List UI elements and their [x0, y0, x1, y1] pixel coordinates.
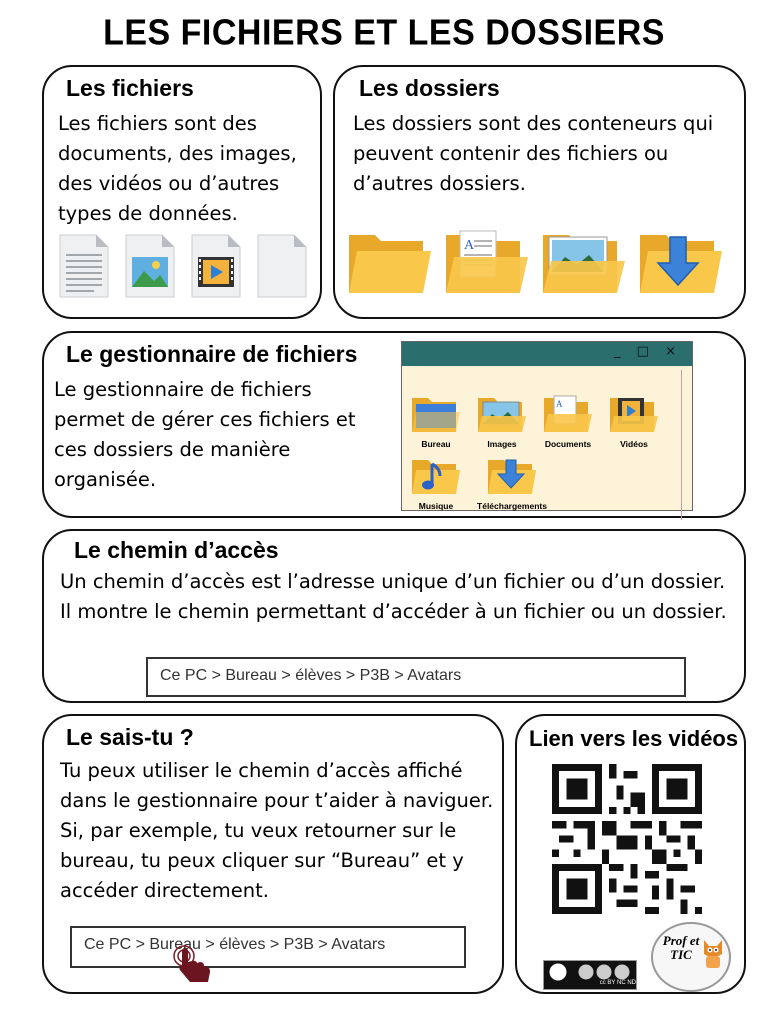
video-file-icon	[190, 233, 242, 299]
files-text: Les fichiers sont des documents, des images, des vidéos ou d’autres types de données.	[58, 112, 297, 225]
downloads-folder-icon	[486, 456, 538, 496]
logo-text: Prof et TIC	[662, 933, 700, 962]
cc-license-badge[interactable]	[543, 960, 637, 990]
fm-item-label: Téléchargements	[477, 501, 547, 511]
page-title: LES FICHIERS ET LES DOSSIERS	[103, 13, 665, 53]
image-file-icon	[124, 233, 176, 299]
tip-text: Tu peux utiliser le chemin d’accès affiché dans le gestionnaire pour t’aider à naviguer. Si, par exemple, tu veux retourner sur le bureau, tu peux cliquer sur “Bureau” et y accéder directement.	[60, 759, 494, 902]
svg-text:A: A	[464, 238, 475, 253]
file-manager-section	[42, 331, 746, 518]
window-controls[interactable]: _ □ ×	[614, 344, 682, 359]
fm-item-label: Images	[487, 439, 517, 449]
fm-item-label: Bureau	[421, 439, 451, 449]
tip-heading: Le sais-tu ?	[66, 724, 194, 750]
files-heading: Les fichiers	[66, 75, 194, 101]
path-section	[42, 529, 746, 703]
fm-item-musique[interactable]	[404, 456, 468, 511]
documents-folder-icon	[442, 227, 530, 297]
downloads-folder-icon	[636, 227, 724, 297]
blank-file-icon	[256, 233, 308, 299]
path-bar[interactable]: Ce PC > Bureau > élèves > P3B > Avatars	[146, 657, 686, 697]
empty-folder-icon	[345, 227, 433, 297]
file-manager-window	[401, 341, 693, 511]
fm-item-label: Musique	[418, 501, 454, 511]
path-text: Un chemin d’accès est l’adresse unique d’un fichier ou d’un dossier. Il montre le chemin permettant d’accéder à un fichier ou un dossier.	[60, 570, 727, 623]
text-document-icon	[58, 233, 110, 299]
videos-section	[515, 714, 746, 994]
images-folder-icon	[539, 227, 627, 297]
files-section	[42, 65, 322, 319]
license-text: cc BY NC ND	[599, 980, 636, 986]
cat-mascot-icon	[701, 936, 725, 970]
fm-item-bureau[interactable]	[404, 394, 468, 449]
documents-folder-icon	[542, 394, 594, 434]
file-manager-heading: Le gestionnaire de fichiers	[66, 341, 358, 367]
music-folder-icon	[410, 456, 462, 496]
qr-code-icon[interactable]	[547, 764, 707, 914]
prof-et-tic-logo	[651, 922, 731, 992]
images-folder-icon	[476, 394, 528, 434]
fm-item-label: Vidéos	[620, 439, 648, 449]
folders-heading: Les dossiers	[359, 75, 500, 101]
pointer-hand-icon	[170, 942, 214, 986]
tip-section	[42, 714, 504, 994]
videos-folder-icon	[608, 394, 660, 434]
file-manager-text: Le gestionnaire de fichiers permet de gérer ces fichiers et ces dossiers de manière organisée.	[54, 378, 356, 491]
cc-license-icon	[544, 962, 636, 982]
tip-path-bar[interactable]: Ce PC > Bureau > élèves > P3B > Avatars	[70, 926, 466, 968]
fm-item-telechargements[interactable]	[470, 456, 554, 511]
folders-section	[333, 65, 746, 319]
desktop-folder-icon	[410, 394, 462, 434]
folders-text: Les dossiers sont des conteneurs qui peuvent contenir des fichiers ou d’autres dossiers.	[353, 112, 714, 195]
path-heading: Le chemin d’accès	[74, 537, 279, 563]
fm-item-label: Documents	[544, 439, 592, 449]
svg-text:A: A	[556, 399, 563, 409]
videos-heading: Lien vers les vidéos	[529, 726, 739, 751]
fm-item-documents[interactable]	[536, 394, 600, 449]
fm-item-videos[interactable]	[602, 394, 666, 449]
window-titlebar	[402, 342, 692, 366]
fm-item-images[interactable]	[470, 394, 534, 449]
scrollbar[interactable]	[681, 370, 690, 520]
